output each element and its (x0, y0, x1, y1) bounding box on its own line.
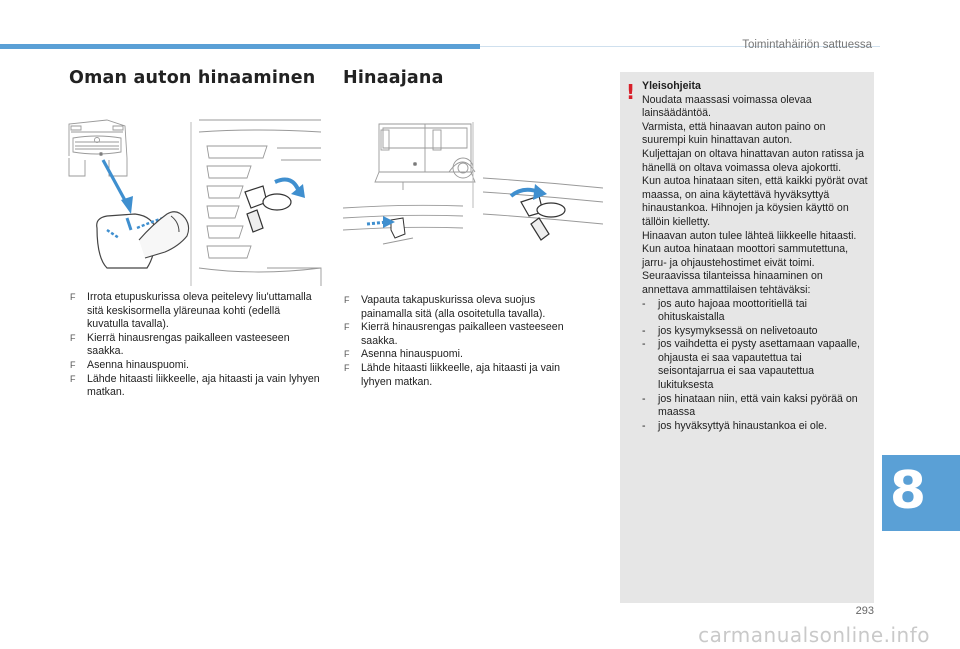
section-title: Toimintahäiriön sattuessa (742, 39, 872, 51)
bullet-icon: F (70, 373, 76, 384)
middle-title: Hinaajana (343, 68, 444, 88)
warning-paragraph: Noudata maassasi voimassa olevaa lainsäädäntöä. (642, 93, 812, 120)
bullet-icon: F (70, 332, 76, 343)
list-item: - jos auto hajoaa moottoritiellä tai ohituskaistalla (642, 297, 807, 324)
header-accent-bar (0, 44, 480, 49)
warning-paragraph: Varmista, että hinaavan auton paino on suurempi kuin hinattavan auton. (642, 120, 826, 147)
general-instructions-box (620, 72, 874, 603)
general-instructions-title: Yleisohjeita (642, 80, 701, 92)
general-instructions-content (642, 80, 870, 433)
step-item: F Asenna hinauspuomi. (70, 358, 189, 371)
step-item: F Kierrä hinausrengas paikalleen vasteeseen saakka. (344, 321, 564, 347)
warning-paragraph: Kun autoa hinataan siten, että kaikki pyörät ovat maassa, on aina käytettävä hyväksyttyä hinaustankoa. Hihnojen ja köysien käyttö on tällöin kielletty. (642, 175, 868, 228)
list-item: - jos hyväksyttyä hinaustankoa ei ole. (642, 419, 828, 432)
list-item: - jos hinataan niin, että vain kaksi pyörää on maassa (642, 392, 858, 419)
step-item: F Lähde hitaasti liikkeelle, aja hitaasti ja vain lyhyen matkan. (70, 372, 320, 399)
warning-icon: ! (626, 80, 636, 104)
warning-paragraph: Seuraavissa tilanteissa hinaaminen on annettava ammattilaisen tehtäväksi: (642, 270, 823, 296)
bullet-icon: F (344, 349, 350, 360)
warning-paragraph: Hinaavan auton tulee lähteä liikkeelle hitaasti. (642, 229, 857, 242)
list-item: - jos kysymyksessä on nelivetoauto (642, 324, 818, 337)
warning-paragraph: Kuljettajan on oltava hinattavan auton ratissa ja hänellä on oltava voimassa oleva ajokortti. (642, 147, 865, 174)
left-title: Oman auton hinaaminen (69, 68, 316, 88)
rear-towing-illustration (343, 118, 603, 278)
front-towing-illustration (67, 118, 323, 288)
bullet-icon: F (70, 292, 76, 302)
step-item: F Kierrä hinausrengas paikalleen vasteeseen saakka. (70, 331, 290, 358)
step-item: F Vapauta takapuskurissa oleva suojus painamalla sitä (alla osoitetulla tavalla). (344, 294, 546, 320)
watermark: carmanualsonline.info (698, 623, 930, 647)
chapter-tab (882, 455, 960, 531)
chapter-number: 8 (889, 461, 927, 521)
professional-towing-list (642, 298, 870, 434)
bullet-icon: F (344, 322, 350, 333)
bullet-icon: F (70, 359, 76, 370)
front-towing-steps (70, 291, 322, 400)
step-item: F Asenna hinauspuomi. (344, 348, 463, 361)
step-item: F Lähde hitaasti liikkeelle, aja hitaasti ja vain lyhyen matkan. (344, 361, 561, 388)
bullet-icon: F (344, 362, 350, 373)
list-item: - jos vaihdetta ei pysty asettamaan vapaalle, ohjausta ei saa vapautettua tai seisontajarrua ei saa vapautettua lukituksesta (642, 338, 860, 392)
rear-towing-steps (344, 294, 589, 389)
page-number: 293 (855, 605, 874, 617)
step-item: F Irrota etupuskurissa oleva peitelevy liu'uttamalla sitä keskisormella yläreunaa kohti (edellä kuvatulla tavalla). (70, 291, 312, 331)
warning-paragraph: Kun autoa hinataan moottori sammutettuna, jarru- ja ohjaustehostimet eivät toimi. (642, 243, 849, 269)
bullet-icon: F (344, 295, 350, 305)
